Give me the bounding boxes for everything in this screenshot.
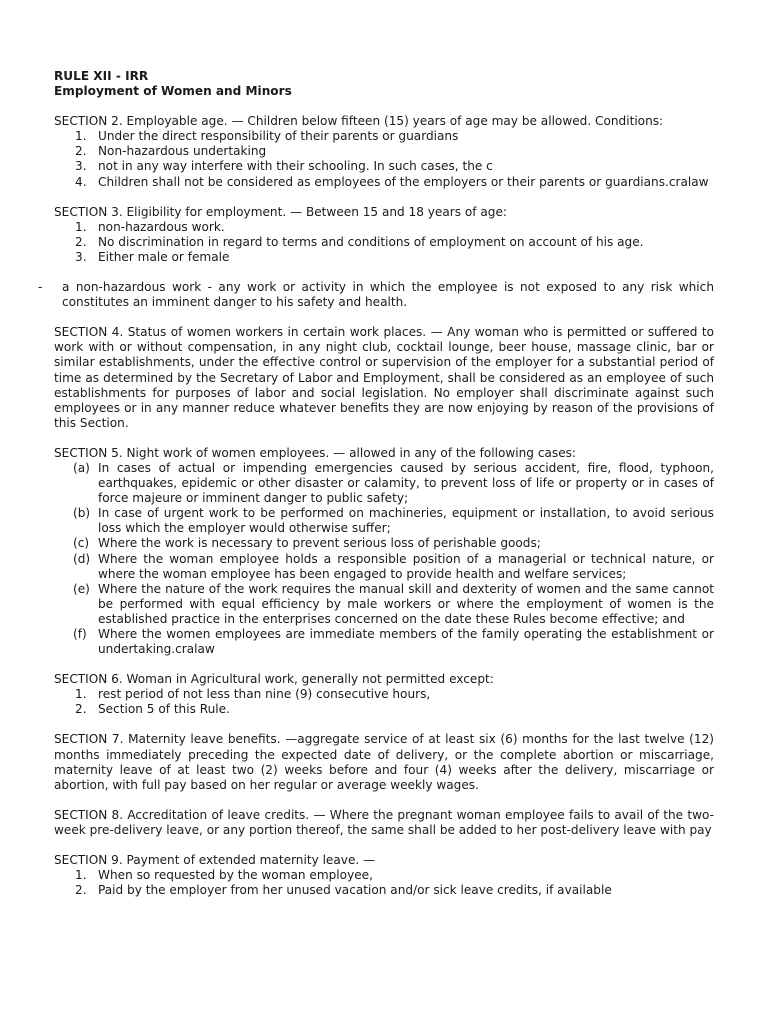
section-5-heading: SECTION 5. Night work of women employees. — allowed in any of the following cases:: [54, 445, 577, 460]
section-6-heading: SECTION 6. Woman in Agricultural work, generally not permitted except:: [54, 672, 494, 687]
rule-subtitle: Employment of Women and Minors: [54, 84, 292, 99]
section-3-heading: SECTION 3. Eligibility for employment. — Between 15 and 18 years of age:: [54, 204, 508, 219]
section-8-text: SECTION 8. Accreditation of leave credits. — Where the pregnant woman employee fails to avail of the two-week pre-delivery leave, or any portion thereof, the same shall be added to her post-delivery leave with pay: [54, 807, 714, 837]
section-9: [54, 853, 714, 898]
section-9-heading: SECTION 9. Payment of extended maternity leave. —: [54, 853, 376, 868]
list-item: 1. non-hazardous work.: [75, 219, 225, 234]
list-item: (d) Where the woman employee holds a responsible position of a managerial or technical nature, or where the woman employee has been engaged to provide health and welfare services;: [73, 551, 714, 581]
list-item: 1. When so requested by the woman employee,: [75, 868, 373, 883]
list-item: (a) In cases of actual or impending emergencies caused by serious accident, fire, flood, typhoon, earthquakes, epidemic or other disaster or calamity, to prevent loss of life or property or in cases of force majeure or imminent danger to public safety;: [73, 460, 714, 506]
rule-title: RULE XII - IRR: [54, 69, 149, 83]
definition-item: - a non-hazardous work - any work or activity in which the employee is not exposed to any risk which constitutes an imminent danger to his safety and health.: [38, 280, 714, 310]
section-5: [54, 446, 714, 657]
list-item: 3. not in any way interfere with their schooling. In such cases, the c: [75, 159, 493, 174]
section-4-text: SECTION 4. Status of women workers in certain work places. — Any woman who is permitted or suffered to work with or without compensation, in any night club, cocktail lounge, beer house, massage clinic, bar or similar establishments, under the effective control or supervision of the employer for a substantial period of time as determined by the Secretary of Labor and Employment, shall be considered as an employee of such establishments for purposes of labor and social legislation. No employer shall discriminate against such employees or in any manner reduce whatever benefits they are now enjoying by reason of the provisions of this Section.: [54, 325, 714, 430]
section-2: [54, 114, 714, 189]
list-item: (e) Where the nature of the work requires the manual skill and dexterity of women and the same cannot be performed with equal efficiency by male workers or where the employment of women is the established practice in the enterprises concerned on the date these Rules become effective; and: [73, 581, 714, 626]
section-4: [54, 325, 714, 431]
section-6: [54, 672, 714, 717]
list-item: 2. Paid by the employer from her unused vacation and/or sick leave credits, if available: [75, 883, 612, 898]
section-2-heading: SECTION 2. Employable age. — Children below fifteen (15) years of age may be allowed. Conditions:: [54, 114, 664, 129]
document-body: [38, 69, 714, 898]
list-item: 2. Section 5 of this Rule.: [75, 702, 230, 717]
section-7: [54, 732, 714, 792]
list-item: 3. Either male or female: [75, 249, 230, 264]
definition-note: [38, 280, 714, 310]
list-item: (f) Where the women employees are immediate members of the family operating the establishment or undertaking.cralaw: [73, 627, 714, 657]
list-item: 1. rest period of not less than nine (9) consecutive hours,: [75, 687, 431, 702]
list-item: 2. No discrimination in regard to terms and conditions of employment on account of his age.: [75, 234, 644, 249]
list-item: 1. Under the direct responsibility of their parents or guardians: [75, 129, 459, 144]
list-item: (b) In case of urgent work to be performed on machineries, equipment or installation, to avoid serious loss which the employer would otherwise suffer;: [73, 506, 714, 536]
list-item: 4. Children shall not be considered as employees of the employers or their parents or guardians.cralaw: [75, 174, 709, 189]
section-3: [54, 205, 714, 265]
section-8: [54, 808, 714, 838]
section-7-text: SECTION 7. Maternity leave benefits. —aggregate service of at least six (6) months for the last twelve (12) months immediately preceding the expected date of delivery, or the complete abortion or miscarriage, maternity leave of at least two (2) weeks before and four (4) weeks after the delivery, miscarriage or abortion, with full pay based on her regular or average weekly wages.: [54, 732, 714, 792]
list-item: 2. Non-hazardous undertaking: [75, 144, 267, 159]
list-item: (c) Where the work is necessary to prevent serious loss of perishable goods;: [73, 536, 541, 551]
